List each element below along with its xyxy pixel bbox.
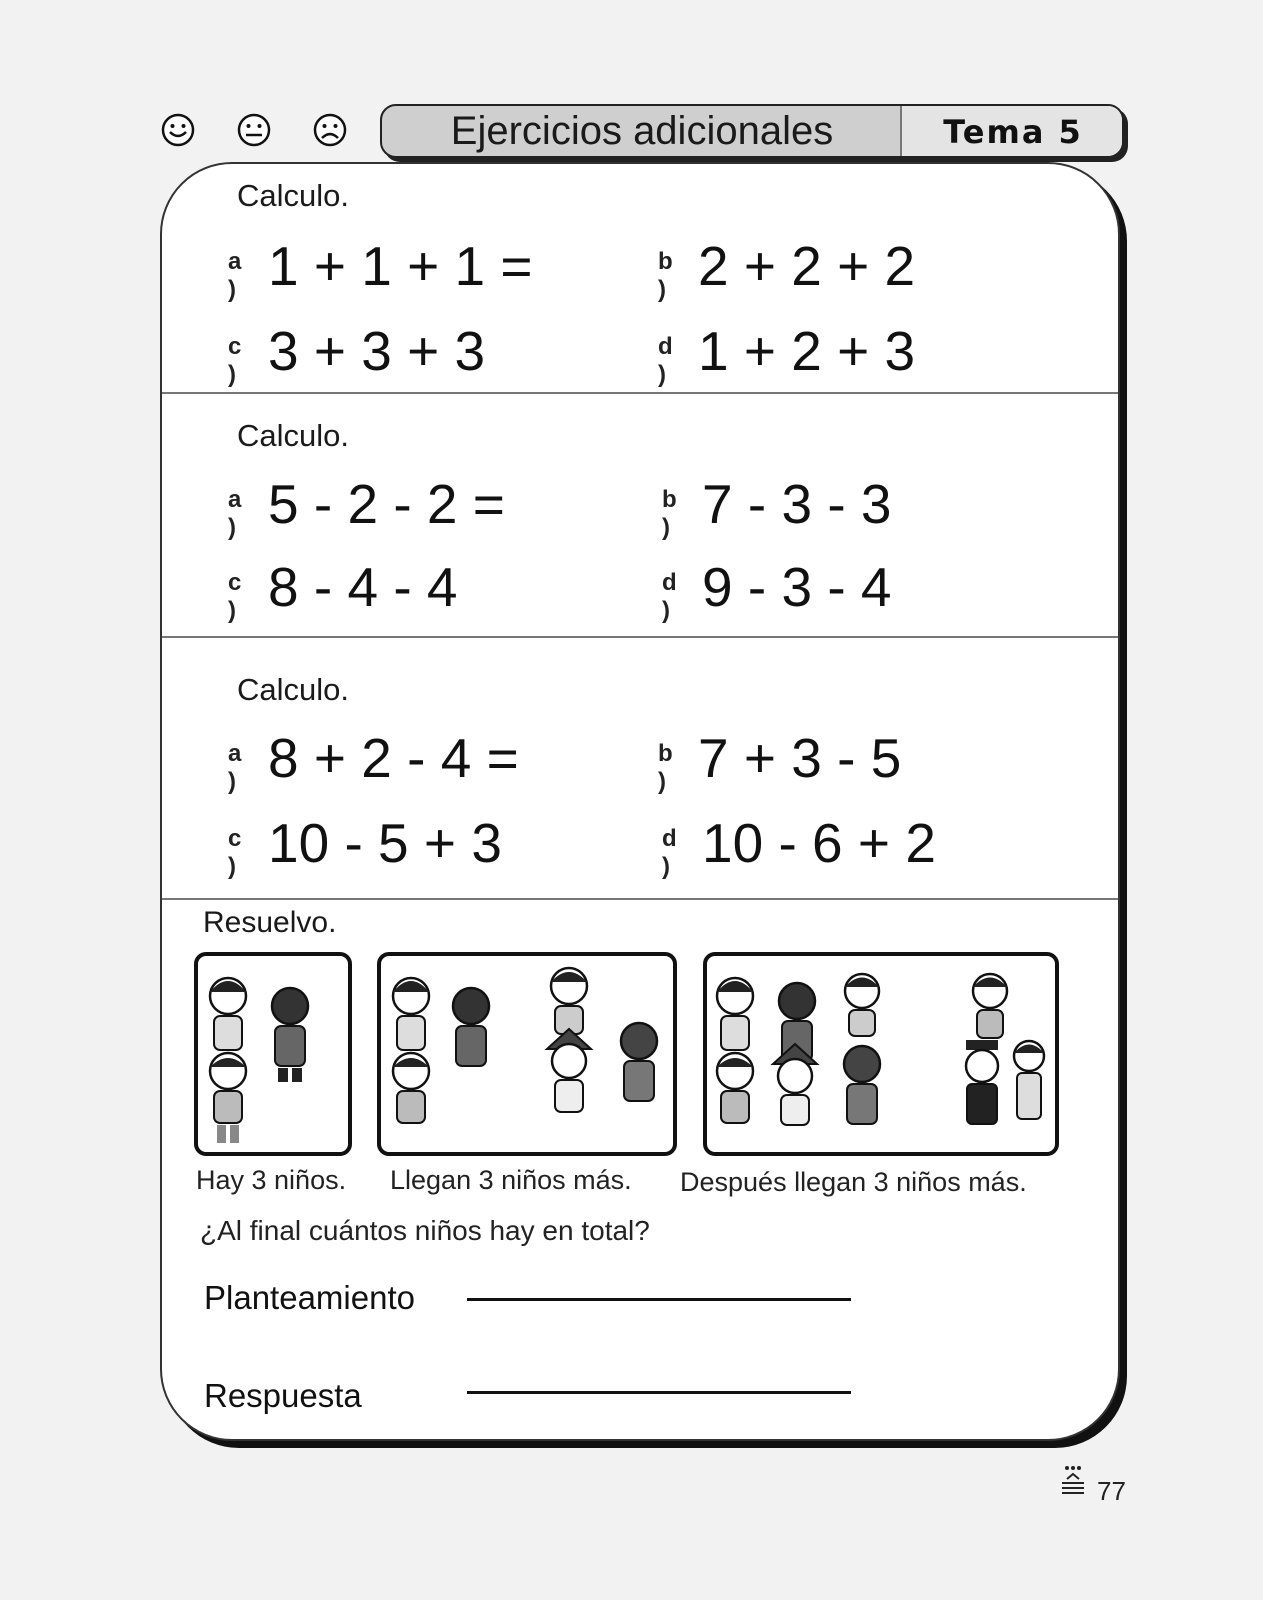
exercise-label: a ) <box>228 248 246 303</box>
picture-three-children <box>194 952 352 1156</box>
worksheet-panel <box>160 162 1120 1441</box>
child-figure <box>621 1023 657 1101</box>
child-figure <box>845 974 879 1036</box>
caption-third: Después llegan 3 niños más. <box>680 1167 1027 1197</box>
exercise-label: c ) <box>228 825 246 880</box>
exercise-expression: 8 - 4 - 4 <box>268 556 458 618</box>
caption-first: Hay 3 niños. <box>196 1165 347 1195</box>
section-subtraction <box>162 392 1118 638</box>
child-figure <box>973 974 1007 1038</box>
respuesta-label: Respuesta <box>204 1377 362 1414</box>
child-figure <box>966 1040 998 1124</box>
exercise-label: b ) <box>658 740 677 795</box>
picture-three-more-arrive <box>703 952 1059 1156</box>
exercise-label: b ) <box>658 248 677 303</box>
respuesta-answer-line[interactable] <box>467 1391 851 1394</box>
exercise-expression: 2 + 2 + 2 <box>698 235 916 297</box>
caption-second: Llegan 3 niños más. <box>390 1165 632 1195</box>
exercise-expression: 10 - 6 + 2 <box>702 812 936 874</box>
exercise-expression: 5 - 2 - 2 = <box>268 473 505 535</box>
child-figure <box>717 1053 753 1123</box>
child-figure <box>1014 1041 1044 1119</box>
section-title: Calculo. <box>237 178 349 213</box>
section-title: Calculo. <box>237 672 349 707</box>
happy-face-icon[interactable] <box>160 112 196 148</box>
exercise-label: d ) <box>662 569 681 624</box>
child-figure <box>393 1053 429 1123</box>
exercise-expression: 7 + 3 - 5 <box>698 727 902 789</box>
exercise-expression: 1 + 1 + 1 = <box>268 235 533 297</box>
child-figure <box>393 978 429 1050</box>
exercise-label: a ) <box>228 486 246 541</box>
exercise-label: d ) <box>662 825 681 880</box>
exercise-label: a ) <box>228 740 246 795</box>
child-figure <box>551 968 587 1034</box>
header-banner <box>380 104 1124 158</box>
exercise-expression: 7 - 3 - 3 <box>702 473 892 535</box>
child-figure <box>272 988 308 1082</box>
exercise-expression: 10 - 5 + 3 <box>268 812 502 874</box>
question-text: ¿Al final cuántos niños hay en total? <box>200 1215 650 1246</box>
mood-faces <box>160 112 370 152</box>
exercise-expression: 1 + 2 + 3 <box>698 320 916 382</box>
exercise-expression: 3 + 3 + 3 <box>268 320 486 382</box>
section-mixed <box>162 636 1118 900</box>
sad-face-icon[interactable] <box>312 112 348 148</box>
children-illustration <box>198 956 348 1152</box>
child-figure <box>453 988 489 1066</box>
planteamiento-answer-line[interactable] <box>467 1298 851 1301</box>
planteamiento-label: Planteamiento <box>204 1279 415 1316</box>
section-addition <box>162 164 1118 394</box>
child-figure <box>210 978 246 1050</box>
child-figure <box>210 1053 246 1143</box>
section-title: Resuelvo. <box>203 906 337 939</box>
picture-three-arrive <box>377 952 677 1156</box>
neutral-face-icon[interactable] <box>236 112 272 148</box>
page-number-icon <box>1058 1465 1088 1499</box>
section-problem <box>162 898 1118 1439</box>
tema-label: Tema 5 <box>900 106 1124 156</box>
exercise-expression: 9 - 3 - 4 <box>702 556 892 618</box>
children-illustration <box>381 956 673 1152</box>
exercise-label: b ) <box>662 486 681 541</box>
children-illustration <box>707 956 1055 1152</box>
exercise-label: c ) <box>228 569 246 624</box>
exercise-expression: 8 + 2 - 4 = <box>268 727 519 789</box>
child-figure <box>717 978 753 1050</box>
section-title: Calculo. <box>237 418 349 453</box>
exercise-label: d ) <box>658 333 677 388</box>
exercise-label: c ) <box>228 333 246 388</box>
page-number: 77 <box>1097 1476 1126 1506</box>
child-figure <box>547 1029 591 1112</box>
page-title: Ejercicios adicionales <box>450 109 834 153</box>
child-figure <box>844 1046 880 1124</box>
